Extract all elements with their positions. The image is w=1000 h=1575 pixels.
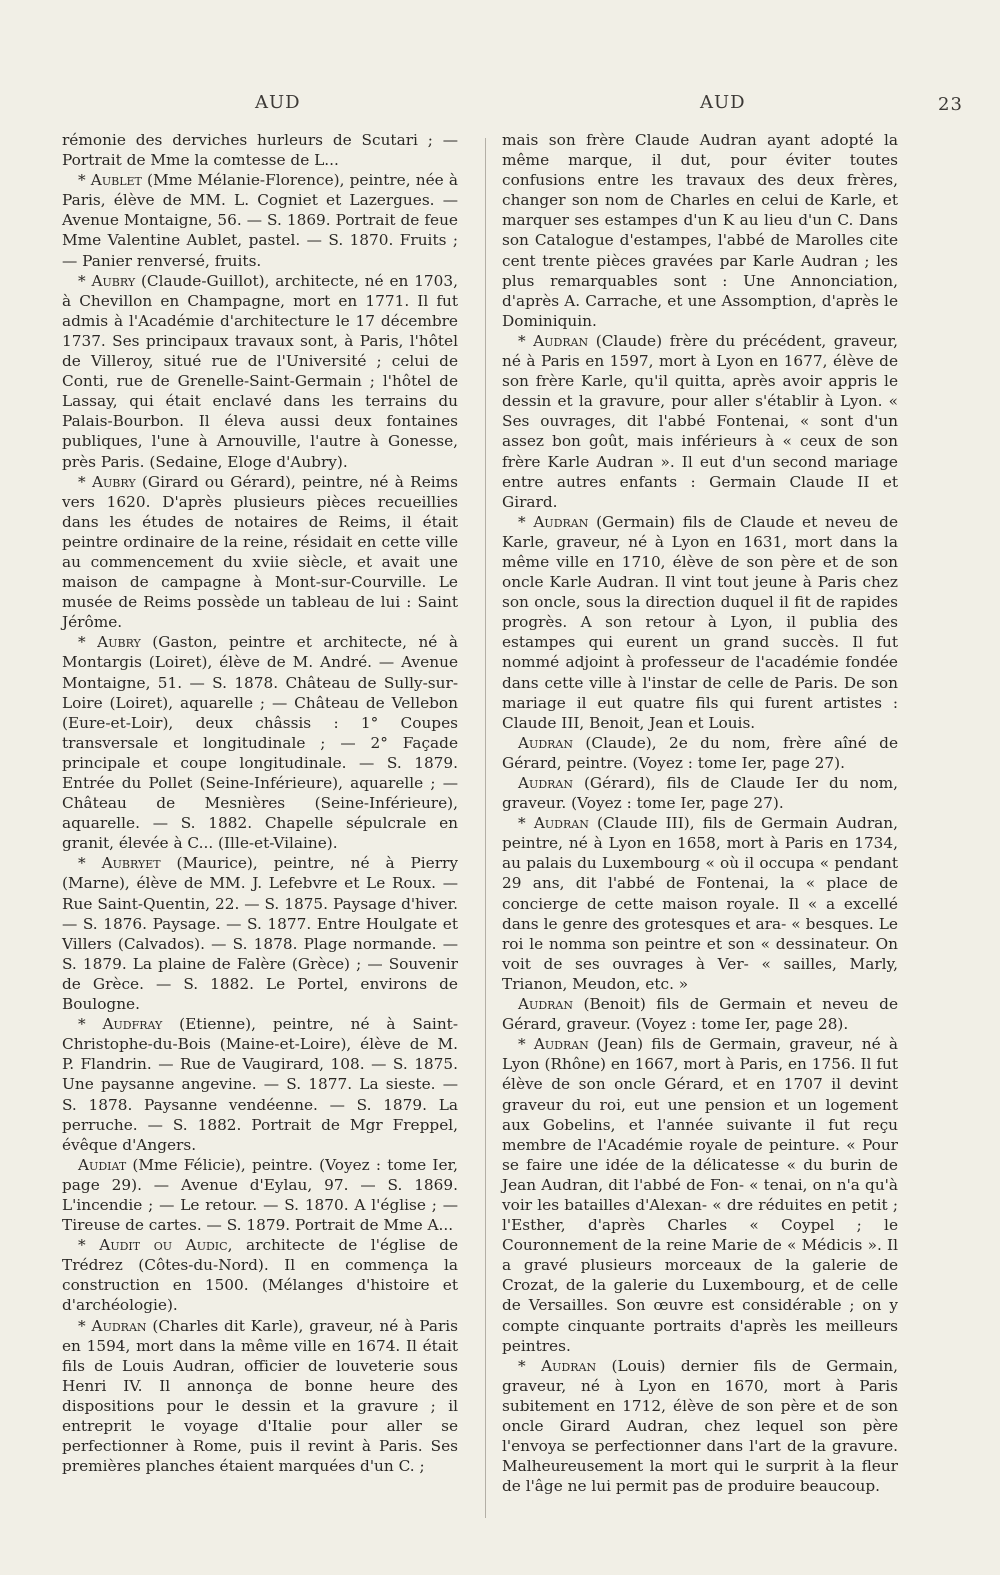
right-running-head: AUD <box>700 92 746 113</box>
entry-text: (Claude-Guillot), architecte, né en 1703, à Chevillon en Champagne, mort en 1771. Il fut admis à l'Académie d'architecture le 17 décembre 1737. Ses principaux travaux sont, à Paris, l'hôtel de Villeroy, situé rue de l'Université ; celui de Conti, rue de Grenelle-Saint-Germain ; l'hôtel de Lassay, qui était enclavé dans les terrains du Palais-Bourbon. Il éleva aussi deux fontaines publiques, l'une à Arnouville, l'autre à Gonesse, près Paris. (Sedaine, Eloge d'Aubry). <box>62 271 458 471</box>
entry-text: rémonie des derviches hurleurs de Scutari ; — Portrait de Mme la comtesse de L... <box>62 131 458 170</box>
running-header <box>0 92 1000 122</box>
entry-head: * Aubry <box>78 271 136 290</box>
entry-head: * Aubry <box>78 472 136 491</box>
entry-text: , architecte de l'église de Trédrez (Côtes-du-Nord). Il en commença la construction en 1500. (Mélanges d'histoire et d'archéologie). <box>62 1236 458 1315</box>
entry-text: (Gaston, peintre et architecte, né à Montargis (Loiret), élève de M. André. — Avenue Montaigne, 51. — S. 1878. Château de Sully-sur-Loire (Loiret), aquarelle ; — Château de Vellebon (Eure-et-Loir), deux châssis : 1° Coupes transversale et longitudinale ; — 2° Façade principale et coupe longitudinale. — S. 1879. Entrée du Pollet (Seine-Inférieure), aquarelle ; — Château de Mesnières (Seine-Inférieure), aquarelle. — S. 1882. Chapelle sépulcrale en granit, élevée à C... (Ille-et-Vilaine). <box>62 633 458 853</box>
entry-head: * Audran <box>518 814 589 833</box>
entry-paragraph <box>502 773 898 813</box>
entry-head: * Audran <box>78 1316 147 1335</box>
entry-paragraph <box>502 512 898 733</box>
entry-text: (Gérard), fils de Claude Ier du nom, graveur. (Voyez : tome Ier, page 27). <box>502 774 898 813</box>
entry-text: (Etienne), peintre, né à Saint-Christophe-du-Bois (Maine-et-Loire), élève de M. P. Flandrin. — Rue de Vaugirard, 108. — S. 1875. Une paysanne angevine. — S. 1877. La sieste. — S. 1878. Paysanne vendéenne. — S. 1879. La perruche. — S. 1882. Portrait de Mgr Freppel, évêque d'Angers. <box>62 1015 458 1154</box>
entry-head: Audran <box>518 774 573 792</box>
entry-text: (Claude) frère du précédent, graveur, né à Paris en 1597, mort à Lyon en 1677, élève de son frère Karle, qu'il quitta, après avoir appris le dessin et la gravure, pour aller s'établir à Lyon. « Ses ouvrages, dit l'abbé Fontenai, « sont d'un assez bon goût, mais inférieurs à « ceux de son frère Karle Audran ». Il eut d'un second mariage entre autres enfants : Germain Claude II et Girard. <box>502 331 899 511</box>
entry-paragraph <box>62 1155 458 1235</box>
entry-text: (Girard ou Gérard), peintre, né à Reims vers 1620. D'après plusieurs pièces recueillies dans les études de notaires de Reims, il était peintre ordinaire de la reine, résidait en cette ville au commencement du xviie siècle, et avait une maison de campagne à Mont-sur-Courville. Le musée de Reims possède un tableau de lui : Saint Jérôme. <box>62 472 458 632</box>
entry-head: * Audran <box>518 1035 589 1054</box>
entry-head: * Aubry <box>78 633 141 652</box>
entry-text: (Claude III), fils de Germain Audran, peintre, né à Lyon en 1658, mort à Paris en 1734, au palais du Luxembourg « où il occupa « pendant 29 ans, dit l'abbé de Fontenai, la « place de concierge de cette maison royale. Il « a excellé dans le genre des grotesques et ara- « besques. Le roi le nomma son peintre et son « dessinateur. On voit de ses ouvrages à Ver- « sailles, Marly, Trianon, Meudon, etc. » <box>502 814 898 993</box>
entry-head: Audran <box>518 995 573 1014</box>
entry-text: (Maurice), peintre, né à Pierry (Marne), élève de MM. J. Lefebvre et Le Roux. — Rue Saint-Quentin, 22. — S. 1875. Paysage d'hiver. — S. 1876. Paysage. — S. 1877. Entre Houlgate et Villers (Calvados). — S. 1878. Plage normande. — S. 1879. La plaine de Falère (Grèce) ; — Souvenir de Grèce. — S. 1882. Le Portel, environs de Boulogne. <box>62 854 459 1014</box>
entry-paragraph <box>502 1034 898 1356</box>
entry-text: (Jean) fils de Germain, graveur, né à Lyon (Rhône) en 1667, mort à Paris, en 1756. Il fut élève de son oncle Gérard, et en 1707 il devint graveur du roi, eut une pension et un logement aux Gobelins, et l'année suivante il fut reçu membre de l'Académie royale de peinture. « Pour se faire une idée de la délicatesse « du burin de Jean Audran, dit l'abbé de Fon- « tenai, on n'a qu'à voir les batailles d'Alexan- « dre réduites en petit ; l'Esther, d'après Charles « Coypel ; le Couronnement de la reine Marie de « Médicis ». Il a gravé plusieurs morceaux de la galerie de Crozat, de la galerie du Luxembourg, et de celle de Versailles. Son œuvre est considérable ; on y compte cinquante portraits d'après les meilleurs peintres. <box>502 1035 898 1355</box>
entry-text: (Germain) fils de Claude et neveu de Karle, graveur, né à Lyon en 1631, mort dans la même ville en 1710, élève de son père et de son oncle Karle Audran. Il vint tout jeune à Paris chez son oncle, sous la direction duquel il fit de rapides progrès. A son retour à Lyon, il publia des estampes qui eurent un grand succès. Il fut nommé adjoint à professeur de l'académie fondée dans cette ville à l'instar de celle de Paris. De son mariage il eut quatre fils qui furent artistes : Claude III, Benoit, Jean et Louis. <box>502 512 898 732</box>
entry-head: * Aublet <box>78 171 142 190</box>
entry-paragraph <box>62 1014 458 1155</box>
entry-text: mais son frère Claude Audran ayant adopté la même marque, il dut, pour éviter toutes confusions entre les travaux des deux frères, changer son nom de Charles en celui de Karle, et marquer ses estampes d'un K au lieu d'un C. Dans son Catalogue d'estampes, l'abbé de Marolles cite cent trente pièces gravées par Karle Audran ; les plus remarquables sont : Une Annonciation, d'après A. Carrache, et une Assomption, d'après le Dominiquin. <box>502 131 898 330</box>
entry-paragraph <box>62 1316 458 1477</box>
entry-text: (Charles dit Karle), graveur, né à Paris en 1594, mort dans la même ville en 1674. Il était fils de Louis Audran, officier de louveterie sous Henri IV. Il annonça de bonne heure des dispositions pour le dessin et la gravure ; il entreprit le voyage d'Italie pour aller se perfectionner à Rome, puis il revint à Paris. Ses premières planches étaient marquées d'un C. ; <box>62 1316 459 1476</box>
entry-head: Audran <box>518 733 573 752</box>
entry-head: * Audran <box>518 1356 597 1375</box>
entry-paragraph <box>502 994 898 1034</box>
entry-text: (Benoit) fils de Germain et neveu de Gérard, graveur. (Voyez : tome Ier, page 28). <box>502 995 898 1034</box>
entry-head: Audiat <box>78 1155 127 1174</box>
column-divider <box>485 138 486 1518</box>
entry-paragraph <box>62 271 458 472</box>
left-running-head: AUD <box>255 92 301 113</box>
entry-text: (Mme Mélanie-Florence), peintre, née à Paris, élève de MM. L. Cogniet et Lazergues. — Avenue Montaigne, 56. — S. 1869. Portrait de feue Mme Valentine Aublet, pastel. — S. 1870. Fruits ; — Panier renversé, fruits. <box>62 171 458 270</box>
page-number: 23 <box>938 94 963 115</box>
entry-paragraph <box>62 632 458 853</box>
entry-paragraph <box>502 1356 898 1497</box>
entry-head: * Aubryet <box>78 854 161 873</box>
entry-head: * Audran <box>518 331 589 350</box>
entry-head: * Audfray <box>78 1015 163 1034</box>
entry-paragraph <box>62 1235 458 1315</box>
entry-text: (Claude), 2e du nom, frère aîné de Gérard, peintre. (Voyez : tome Ier, page 27). <box>502 733 898 772</box>
entry-text: (Louis) dernier fils de Germain, graveur, né à Lyon en 1670, mort à Paris subitement en 1712, élève de son père et de son oncle Girard Audran, chez lequel son père l'envoya se perfectionner dans l'art de la gravure. Malheureusement la mort qui le surprit à la fleur de l'âge ne lui permit pas de produire beaucoup. <box>502 1356 898 1496</box>
right-column <box>502 130 898 1496</box>
left-column <box>62 130 458 1476</box>
entry-paragraph <box>62 853 458 1014</box>
entry-paragraph <box>502 331 898 512</box>
entry-paragraph <box>62 472 458 633</box>
entry-paragraph <box>502 733 898 773</box>
entry-paragraph <box>502 130 898 331</box>
entry-paragraph <box>62 130 458 170</box>
entry-head: * Audran <box>518 512 589 531</box>
entry-paragraph <box>502 813 898 994</box>
entry-paragraph <box>62 170 458 270</box>
entry-text: (Mme Félicie), peintre. (Voyez : tome Ier, page 29). — Avenue d'Eylau, 97. — S. 1869. L'incendie ; — Le retour. — S. 1870. A l'église ; — Tireuse de cartes. — S. 1879. Portrait de Mme A... <box>62 1155 458 1235</box>
entry-head: * Audit ou Audic <box>78 1236 228 1255</box>
